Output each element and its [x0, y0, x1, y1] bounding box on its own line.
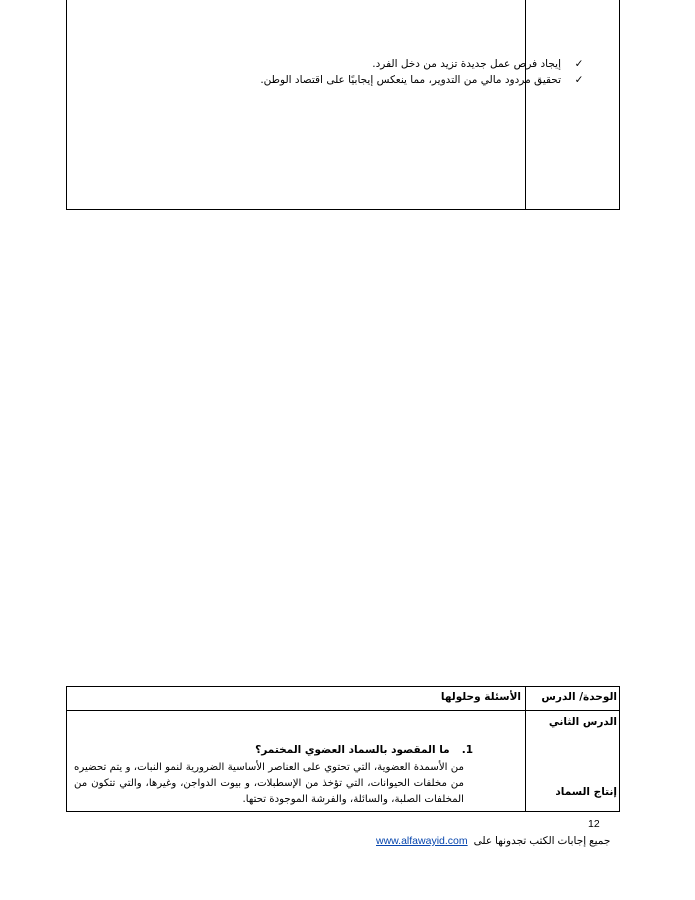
column-divider	[525, 687, 526, 811]
question	[255, 744, 473, 756]
checkmark-icon: ✓	[574, 58, 584, 70]
list-item-text: تحقيق مردود مالي من التدوير، مما ينعكس إيجابيًا على اقتصاد الوطن.	[260, 74, 561, 86]
checkmark-icon: ✓	[574, 74, 584, 86]
list-item	[260, 74, 587, 86]
list-item-text: إيجاد فرص عمل جديدة تزيد من دخل الفرد.	[372, 58, 561, 70]
header-divider	[67, 710, 619, 711]
column-divider	[525, 0, 526, 209]
lesson-label: الدرس الثاني	[548, 716, 617, 728]
header-unit-lesson: الوحدة/ الدرس	[541, 691, 617, 703]
question-number: 1.	[461, 744, 473, 756]
page-number: 12	[588, 818, 600, 830]
website-link[interactable]: www.alfawayid.com	[376, 835, 468, 847]
answer-text: من الأسمدة العضوية، التي تحتوي على العناصر الأساسية الضرورية لنمو النبات، و يتم تحضيره من مخلفات الحيوانات، التي تؤخذ من الإسطبلات، و بيوت الدواجن، وغيرها، والتي تتكون من المخلفات الصلبة، والسائلة، والفرشة الموجودة تحتها.	[74, 762, 464, 805]
lesson-title: إنتاج السماد	[555, 786, 617, 798]
top-table	[66, 0, 620, 210]
list-item	[372, 58, 587, 70]
question-text: ما المقصود بالسماد العضوي المختمر؟	[255, 744, 450, 756]
header-questions: الأسئلة وحلولها	[440, 691, 521, 703]
footer-text: جميع إجابات الكتب تجدونها على	[473, 835, 611, 847]
footer	[376, 835, 610, 847]
